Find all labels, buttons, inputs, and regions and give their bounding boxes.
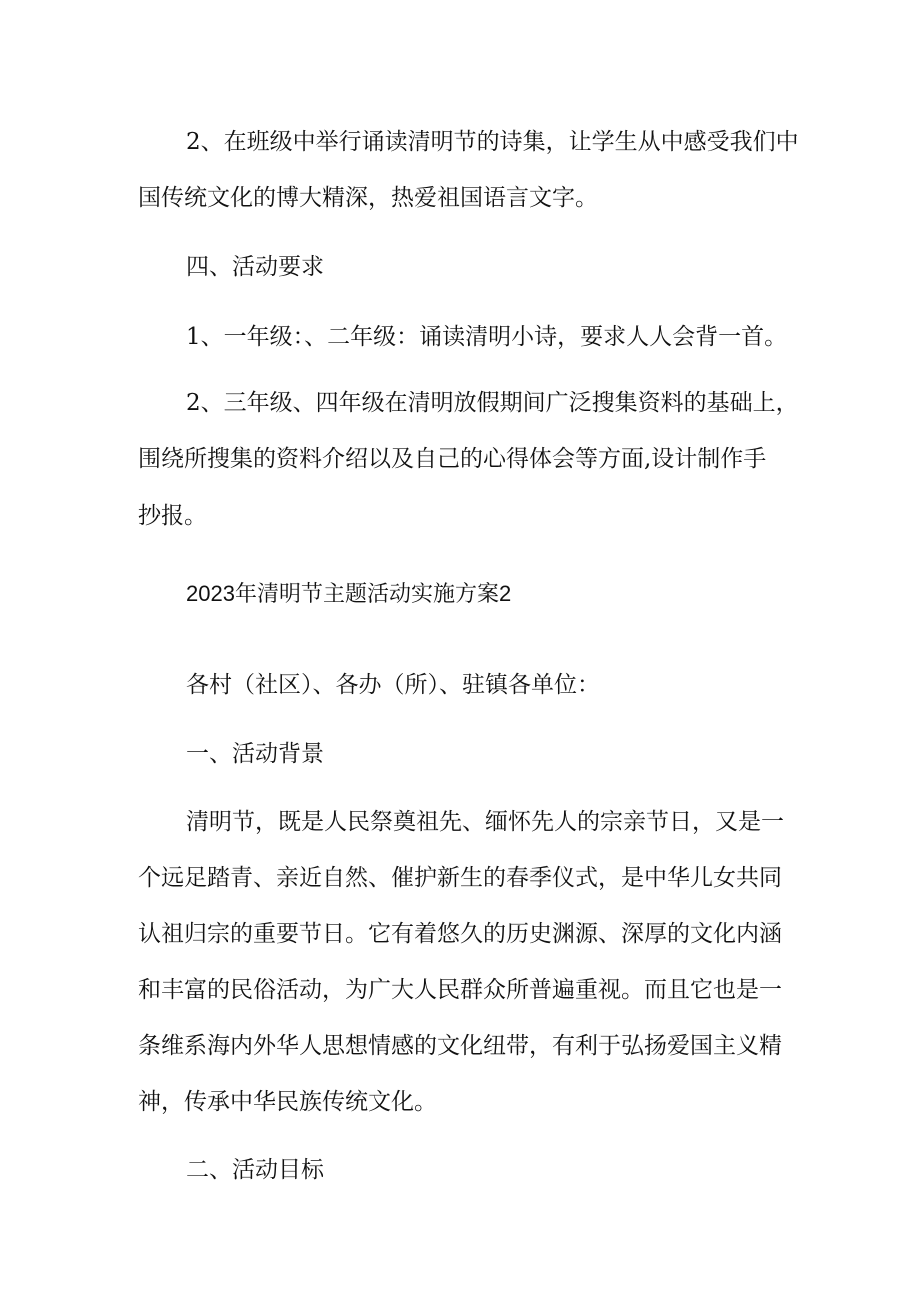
section-heading-activity-background: 一、活动背景 xyxy=(186,741,324,767)
paragraph-1-line-2: 国传统文化的博大精深，热爱祖国语言文字。 xyxy=(138,185,598,211)
paragraph-8-line-2: 个远足踏青、亲近自然、催护新生的春季仪式，是中华儿女共同 xyxy=(138,865,782,891)
document-title: 2023年清明节主题活动实施方案2 xyxy=(186,581,512,606)
paragraph-8-line-5: 条维系海内外华人思想情感的文化纽带，有利于弘扬爱国主义精 xyxy=(138,1033,782,1059)
salutation: 各村（社区）、各办（所）、驻镇各单位： xyxy=(186,672,600,698)
paragraph-1-line-1: 2、在班级中举行诵读清明节的诗集，让学生从中感受我们中 xyxy=(186,129,799,155)
paragraph-3-line-1: 1、一年级：、二年级：诵读清明小诗，要求人人会背一首。 xyxy=(186,324,788,350)
paragraph-8-line-4: 和丰富的民俗活动，为广大人民群众所普遍重视。而且它也是一 xyxy=(138,977,782,1003)
paragraph-4-line-2: 围绕所搜集的资料介绍以及自己的心得体会等方面,设计制作手 xyxy=(138,446,767,472)
paragraph-8-line-3: 认祖归宗的重要节日。它有着悠久的历史渊源、深厚的文化内涵 xyxy=(138,921,782,947)
paragraph-4-line-1: 2、三年级、四年级在清明放假期间广泛搜集资料的基础上， xyxy=(186,390,799,416)
paragraph-8-line-6: 神，传承中华民族传统文化。 xyxy=(138,1089,437,1115)
section-heading-activity-requirements: 四、活动要求 xyxy=(186,254,324,280)
paragraph-8-line-1: 清明节，既是人民祭奠祖先、缅怀先人的宗亲节日，又是一 xyxy=(186,809,784,835)
section-heading-activity-goals: 二、活动目标 xyxy=(186,1157,324,1183)
paragraph-4-line-3: 抄报。 xyxy=(138,503,207,529)
